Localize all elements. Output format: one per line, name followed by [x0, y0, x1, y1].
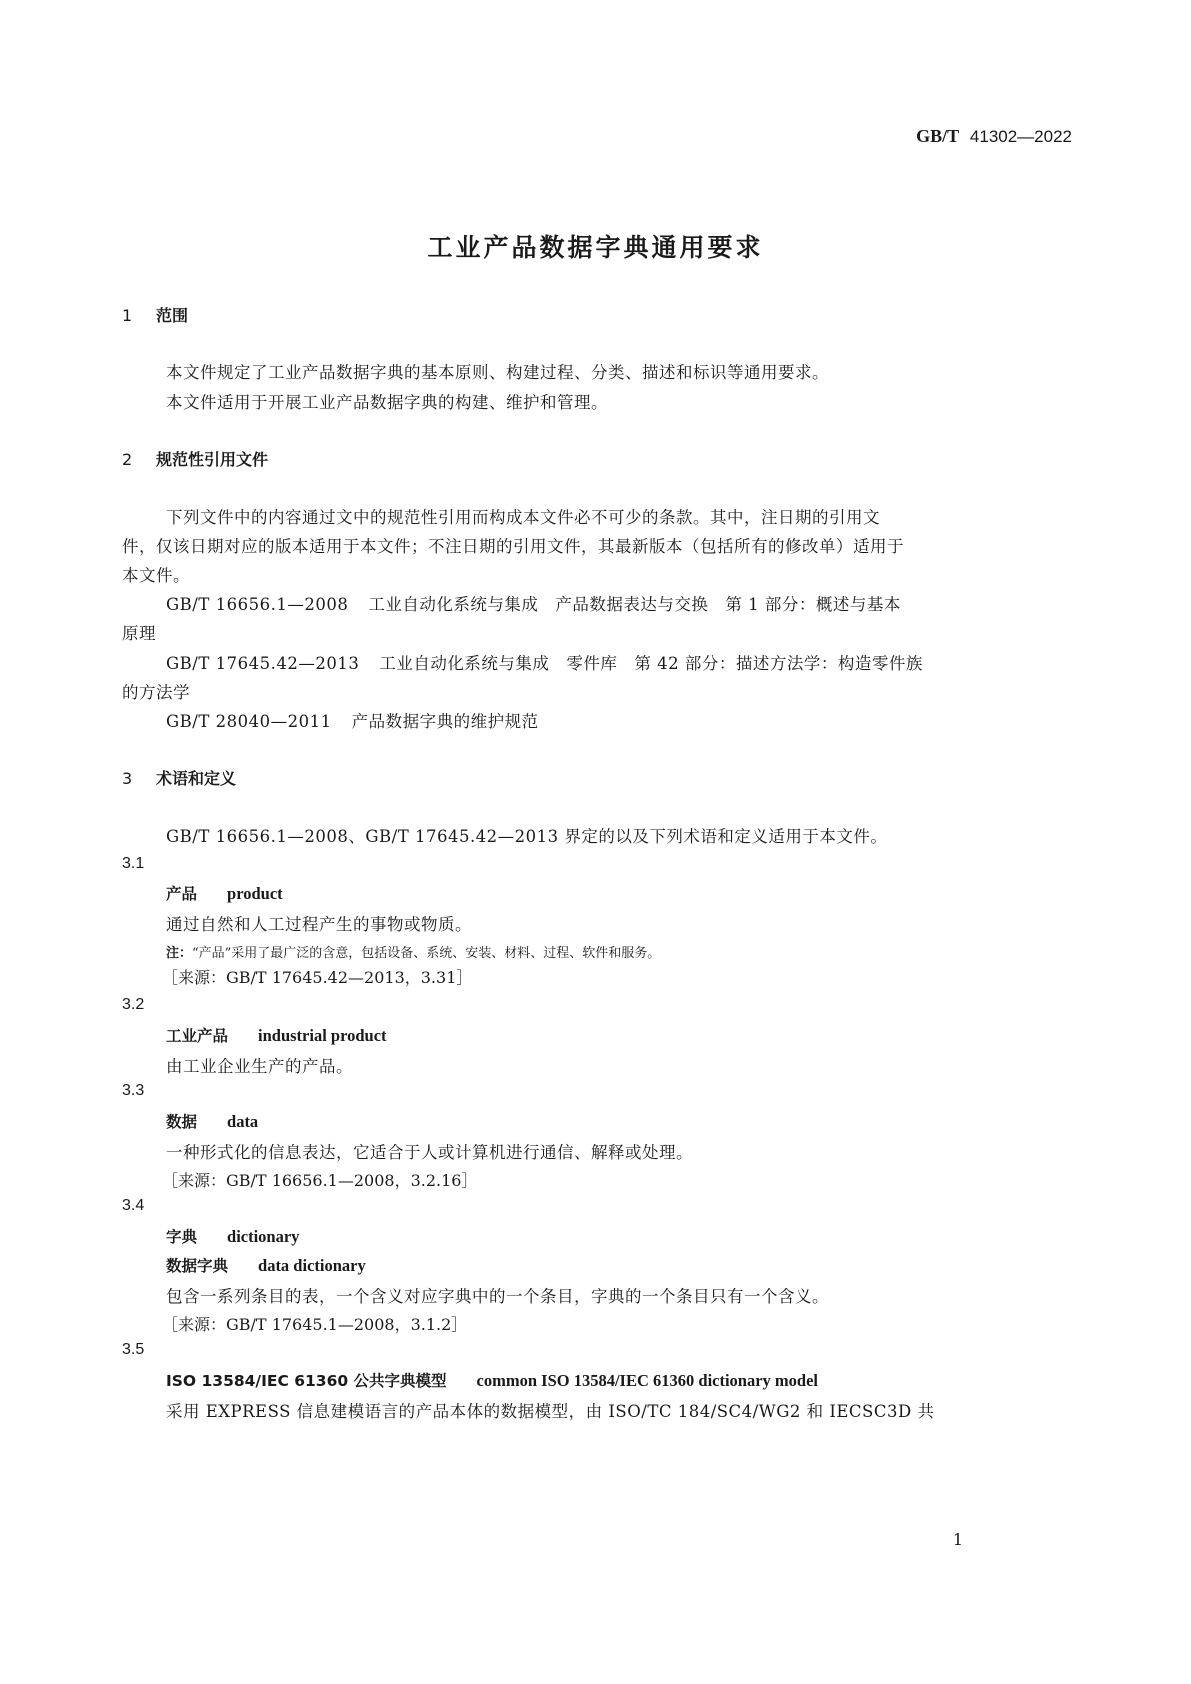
- term-definition: 通过自然和人工过程产生的事物或物质。: [166, 915, 472, 934]
- standard-prefix: GB/T: [916, 126, 960, 146]
- refs-intro-line-1: 下列文件中的内容通过文中的规范性引用而构成本文件必不可少的条款。其中，注日期的引用文: [166, 508, 880, 527]
- scope-paragraph-1: 本文件规定了工业产品数据字典的基本原则、构建过程、分类、描述和标识等通用要求。: [166, 363, 829, 382]
- standard-number: [916, 126, 1072, 147]
- refs-intro-line-2: 件，仅该日期对应的版本适用于本文件；不注日期的引用文件，其最新版本（包括所有的修改单）适用于: [122, 537, 904, 556]
- section-heading-3: 3 术语和定义: [122, 769, 237, 788]
- term-number: 3.5: [122, 1341, 145, 1358]
- term-heading: 字典 dictionary: [166, 1227, 300, 1246]
- term-number: 3.3: [122, 1082, 145, 1099]
- term-heading: 工业产品 industrial product: [166, 1026, 387, 1045]
- section-heading-2: 2 规范性引用文件: [122, 450, 269, 469]
- term-note: 注：“产品”采用了最广泛的含意，包括设备、系统、安装、材料、过程、软件和服务。: [166, 946, 661, 961]
- refs-intro-line-3: 本文件。: [122, 566, 190, 585]
- reference-item-3: GB/T 28040—2011 产品数据字典的维护规范: [166, 712, 539, 731]
- terms-intro: GB/T 16656.1—2008、GB/T 17645.42—2013 界定的以及下列术语和定义适用于本文件。: [166, 827, 888, 846]
- reference-item-2-cont: 的方法学: [122, 683, 190, 702]
- term-definition: 由工业企业生产的产品。: [166, 1057, 353, 1076]
- term-source: ［来源：GB/T 16656.1—2008，3.2.16］: [162, 1171, 478, 1190]
- page-number: 1: [952, 1530, 963, 1549]
- reference-item-2: GB/T 17645.42—2013 工业自动化系统与集成 零件库 第 42 部分：描述方法学：构造零件族: [166, 654, 923, 673]
- reference-item-1-cont: 原理: [122, 624, 156, 643]
- term-admitted-heading: 数据字典 data dictionary: [166, 1256, 366, 1275]
- term-heading: 产品 product: [166, 884, 283, 903]
- term-heading: ISO 13584/IEC 61360 公共字典模型 common ISO 13584/IEC 61360 dictionary model: [166, 1371, 819, 1390]
- term-definition: 包含一系列条目的表，一个含义对应字典中的一个条目，字典的一个条目只有一个含义。: [166, 1287, 829, 1306]
- term-heading: 数据 data: [166, 1112, 259, 1131]
- scope-paragraph-2: 本文件适用于开展工业产品数据字典的构建、维护和管理。: [166, 393, 608, 412]
- term-number: 3.4: [122, 1197, 145, 1214]
- standard-code: 41302—2022: [969, 127, 1072, 146]
- term-source: ［来源：GB/T 17645.42—2013，3.31］: [162, 968, 473, 987]
- term-number: 3.2: [122, 996, 145, 1013]
- section-heading-1: 1 范围: [122, 306, 189, 325]
- reference-item-1: GB/T 16656.1—2008 工业自动化系统与集成 产品数据表达与交换 第 1 部分：概述与基本: [166, 595, 901, 614]
- term-source: ［来源：GB/T 17645.1—2008，3.1.2］: [162, 1315, 468, 1334]
- term-number: 3.1: [122, 855, 145, 872]
- term-definition: 一种形式化的信息表达，它适合于人或计算机进行通信、解释或处理。: [166, 1143, 693, 1162]
- term-definition: 采用 EXPRESS 信息建模语言的产品本体的数据模型，由 ISO/TC 184/SC4/WG2 和 IECSC3D 共: [166, 1402, 935, 1421]
- document-title: 工业产品数据字典通用要求: [427, 233, 764, 262]
